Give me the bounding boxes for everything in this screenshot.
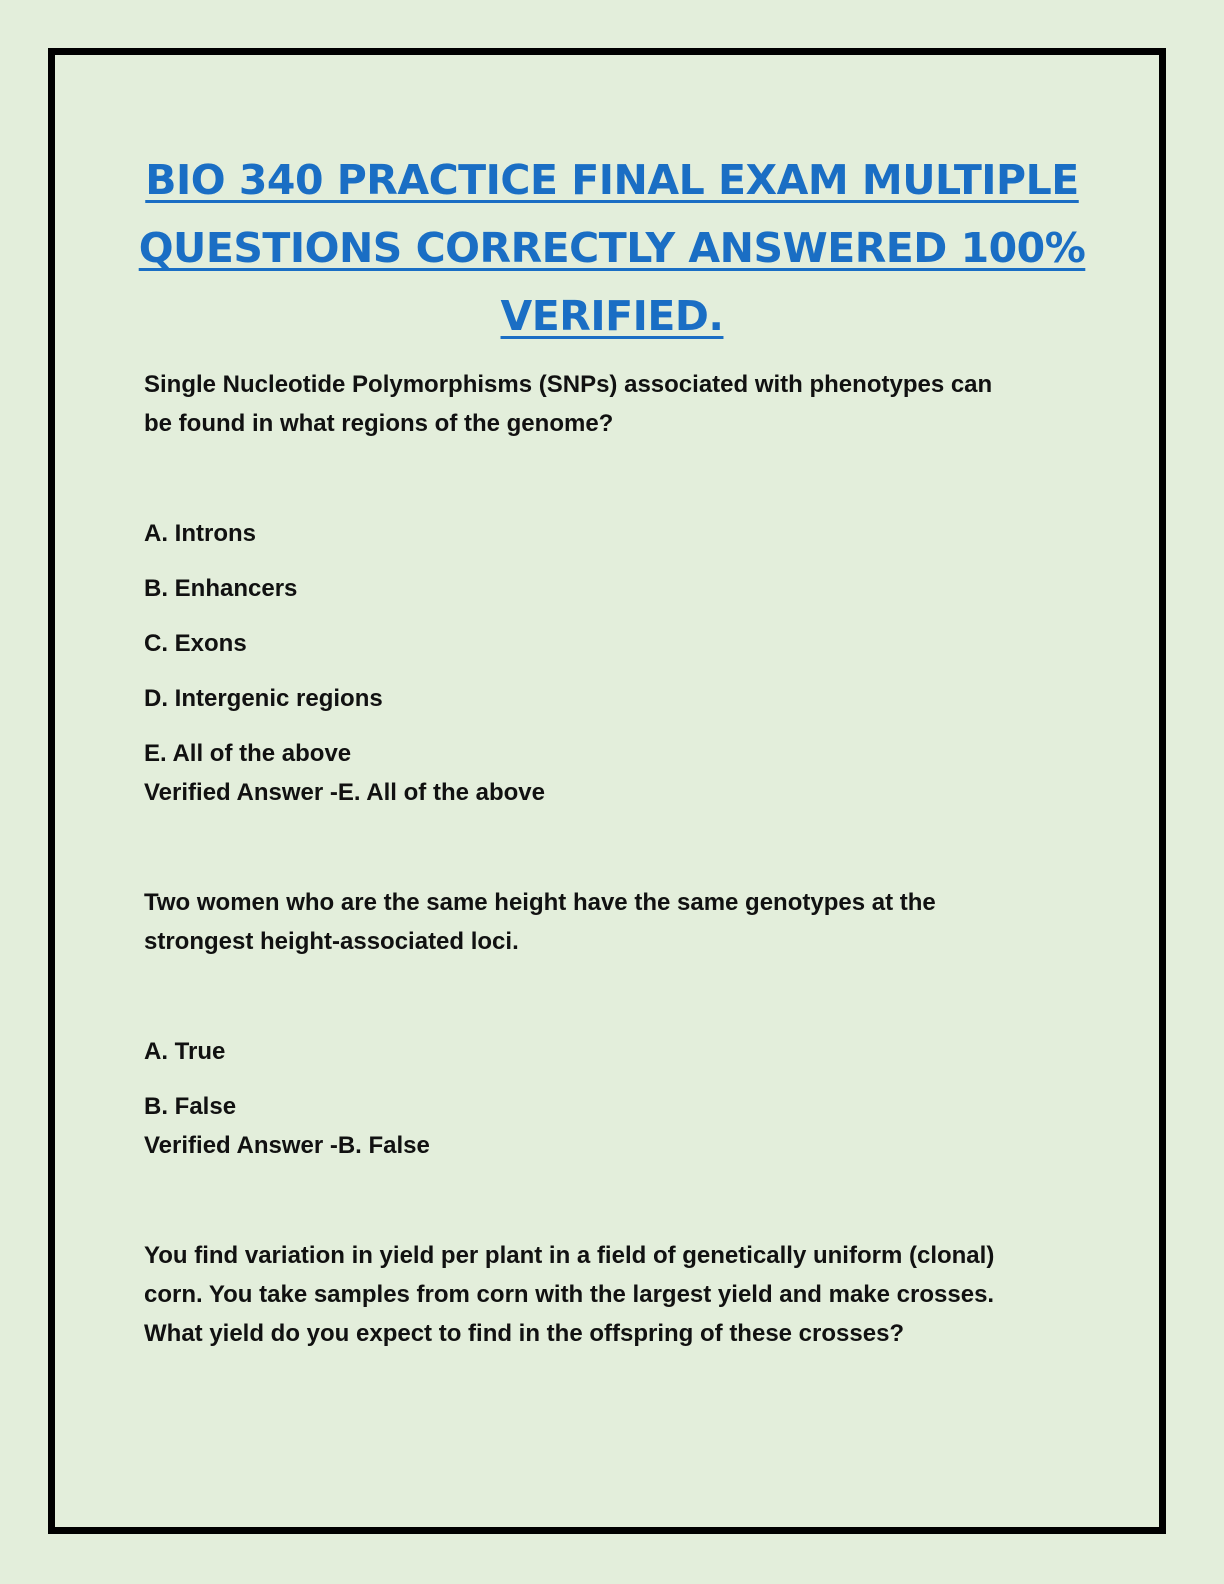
question-3-text-line-2: corn. You take samples from corn with the largest yield and make crosses.	[144, 1281, 995, 1308]
title-line-2: QUESTIONS CORRECTLY ANSWERED 100%	[138, 224, 1086, 272]
question-1-text-line-2: be found in what regions of the genome?	[144, 410, 614, 437]
question-1	[144, 365, 1084, 812]
question-1-option-e: E. All of the above	[144, 740, 352, 767]
title-line-1: BIO 340 PRACTICE FINAL EXAM MULTIPLE	[145, 156, 1079, 204]
question-2-option-a: A. True	[144, 1038, 226, 1065]
question-1-option-a: A. Introns	[144, 520, 256, 547]
question-2	[144, 883, 1084, 1165]
question-2-text-line-1: Two women who are the same height have the same genotypes at the	[144, 889, 936, 916]
document-title	[60, 146, 1164, 350]
question-1-option-d: D. Intergenic regions	[144, 685, 383, 712]
document-body	[144, 365, 1084, 1347]
question-1-option-b: B. Enhancers	[144, 575, 298, 602]
title-line-3: VERIFIED.	[500, 292, 724, 340]
question-1-answer: Verified Answer -E. All of the above	[144, 779, 545, 806]
question-1-option-c: C. Exons	[144, 630, 247, 657]
question-3-text-line-1: You find variation in yield per plant in a field of genetically uniform (clonal)	[144, 1242, 995, 1269]
question-1-text-line-1: Single Nucleotide Polymorphisms (SNPs) associated with phenotypes can	[144, 371, 993, 398]
question-2-answer: Verified Answer -B. False	[144, 1132, 430, 1159]
question-3	[144, 1236, 1084, 1353]
question-2-text-line-2: strongest height-associated loci.	[144, 928, 519, 955]
question-3-text-line-3: What yield do you expect to find in the offspring of these crosses?	[144, 1320, 905, 1347]
question-2-option-b: B. False	[144, 1093, 237, 1120]
